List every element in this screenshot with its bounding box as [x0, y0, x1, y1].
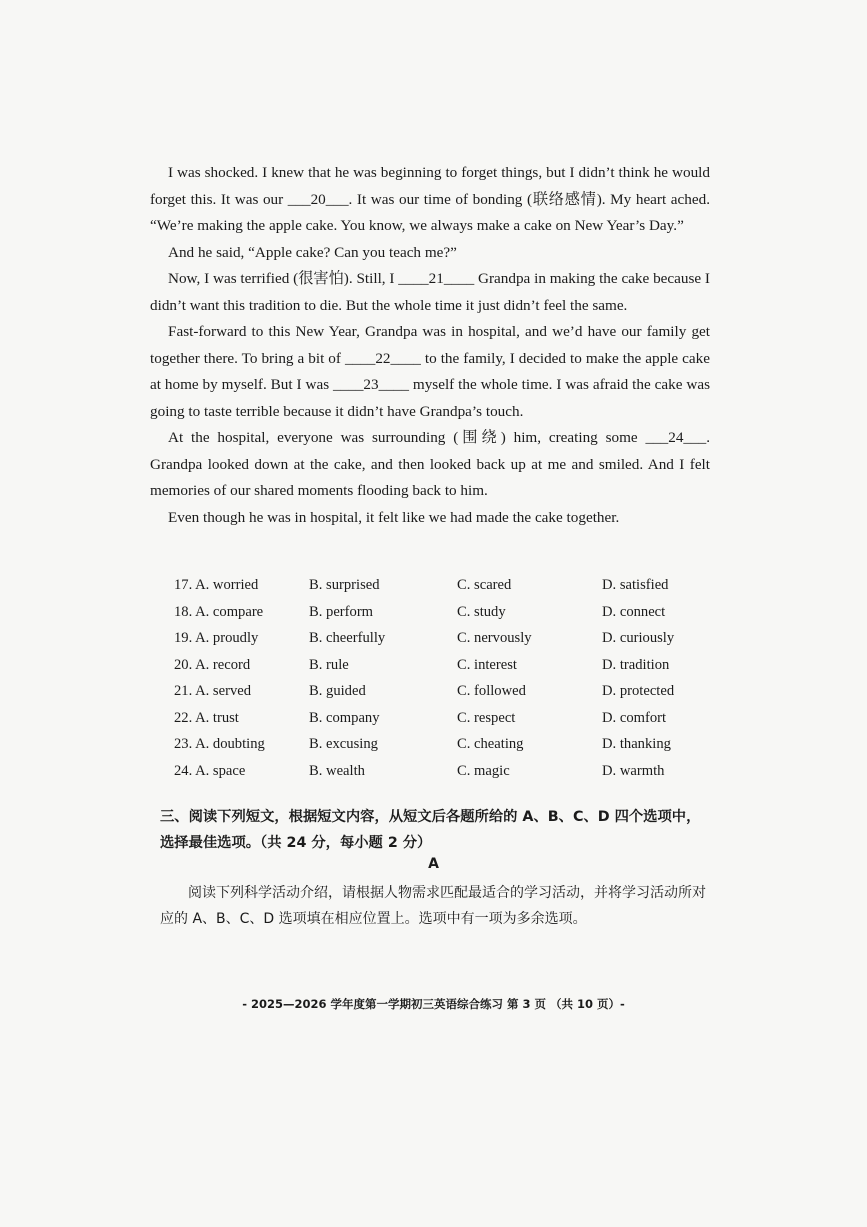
option-d: D. tradition	[602, 656, 670, 673]
passage-paragraph-5: At the hospital, everyone was surrounding (围绕) him, creating some ___24___. Grandpa looked down at the cake, and then looked back up at me and smiled. And I felt memories of our shared moments flooding back to him.	[150, 429, 710, 499]
option-a: 20. A. record	[174, 656, 251, 673]
option-c: C. nervously	[457, 630, 532, 646]
option-d: D. connect	[602, 603, 666, 620]
option-c: C. study	[457, 603, 506, 620]
option-b: B. wealth	[309, 762, 365, 779]
section-heading: 三、阅读下列短文，根据短文内容，从短文后各题所给的 A、B、C、D 四个选项中，选择最佳选项。（共 24 分，每小题 2 分）	[160, 809, 701, 851]
option-c: C. scared	[457, 577, 512, 593]
option-c: C. cheating	[457, 736, 524, 752]
passage-paragraph-6: Even though he was in hospital, it felt like we had made the cake together.	[168, 508, 620, 526]
option-a: 19. A. proudly	[174, 630, 259, 646]
option-a: 24. A. space	[174, 762, 246, 779]
option-d: D. comfort	[602, 709, 667, 726]
option-row-24	[174, 758, 714, 785]
option-a: 22. A. trust	[174, 709, 239, 726]
option-a: 23. A. doubting	[174, 736, 265, 752]
option-c: C. respect	[457, 709, 516, 726]
option-a: 18. A. compare	[174, 603, 264, 620]
option-row-17	[174, 572, 714, 599]
option-a: 17. A. worried	[174, 577, 259, 593]
option-b: B. perform	[309, 603, 374, 620]
option-row-18	[174, 599, 714, 626]
reading-passage	[150, 160, 710, 531]
option-row-19	[174, 625, 714, 652]
passage-paragraph-1: I was shocked. I knew that he was beginning to forget things, but I didn’t think he would forget this. It was our ___20___. It was our time of bonding (联络感情). My heart ached. “We’re making the apple cake. You know, we always make a cake on New Year’s Day.”	[150, 164, 710, 234]
answer-options	[174, 572, 714, 784]
option-a: 21. A. served	[174, 683, 252, 699]
option-row-20	[174, 652, 714, 679]
option-row-21	[174, 678, 714, 705]
option-b: B. cheerfully	[309, 630, 386, 646]
option-b: B. rule	[309, 656, 349, 673]
passage-paragraph-4: Fast-forward to this New Year, Grandpa was in hospital, and we’d have our family get together there. To bring a bit of ____22____ to the family, I decided to make the apple cake at home by myself. But I was ____23____ myself the whole time. I was afraid the cake was going to taste terrible because it didn’t have Grandpa’s touch.	[150, 323, 710, 420]
passage-paragraph-2: And he said, “Apple cake? Can you teach me?”	[168, 243, 457, 261]
option-d: D. thanking	[602, 736, 671, 752]
option-d: D. curiously	[602, 630, 675, 646]
option-c: C. followed	[457, 683, 526, 699]
option-d: D. satisfied	[602, 577, 669, 593]
part-label: A	[428, 856, 439, 872]
option-d: D. warmth	[602, 762, 665, 779]
option-b: B. company	[309, 709, 380, 726]
option-c: C. magic	[457, 762, 510, 779]
passage-paragraph-3: Now, I was terrified (很害怕). Still, I ____21____ Grandpa in making the cake because I didn’t want this tradition to die. But the whole time it just didn’t feel the same.	[150, 270, 710, 314]
option-c: C. interest	[457, 656, 517, 673]
option-row-22	[174, 705, 714, 732]
option-row-23	[174, 731, 714, 758]
option-b: B. excusing	[309, 736, 378, 752]
section-intro: 阅读下列科学活动介绍，请根据人物需求匹配最适合的学习活动，并将学习活动所对应的 A、B、C、D 选项填在相应位置上。选项中有一项为多余选项。	[160, 885, 706, 927]
option-b: B. surprised	[309, 577, 380, 593]
page-footer: - 2025—2026 学年度第一学期初三英语综合练习 第 3 页 （共 10 页）-	[242, 997, 625, 1011]
option-d: D. protected	[602, 683, 675, 699]
option-b: B. guided	[309, 683, 366, 699]
